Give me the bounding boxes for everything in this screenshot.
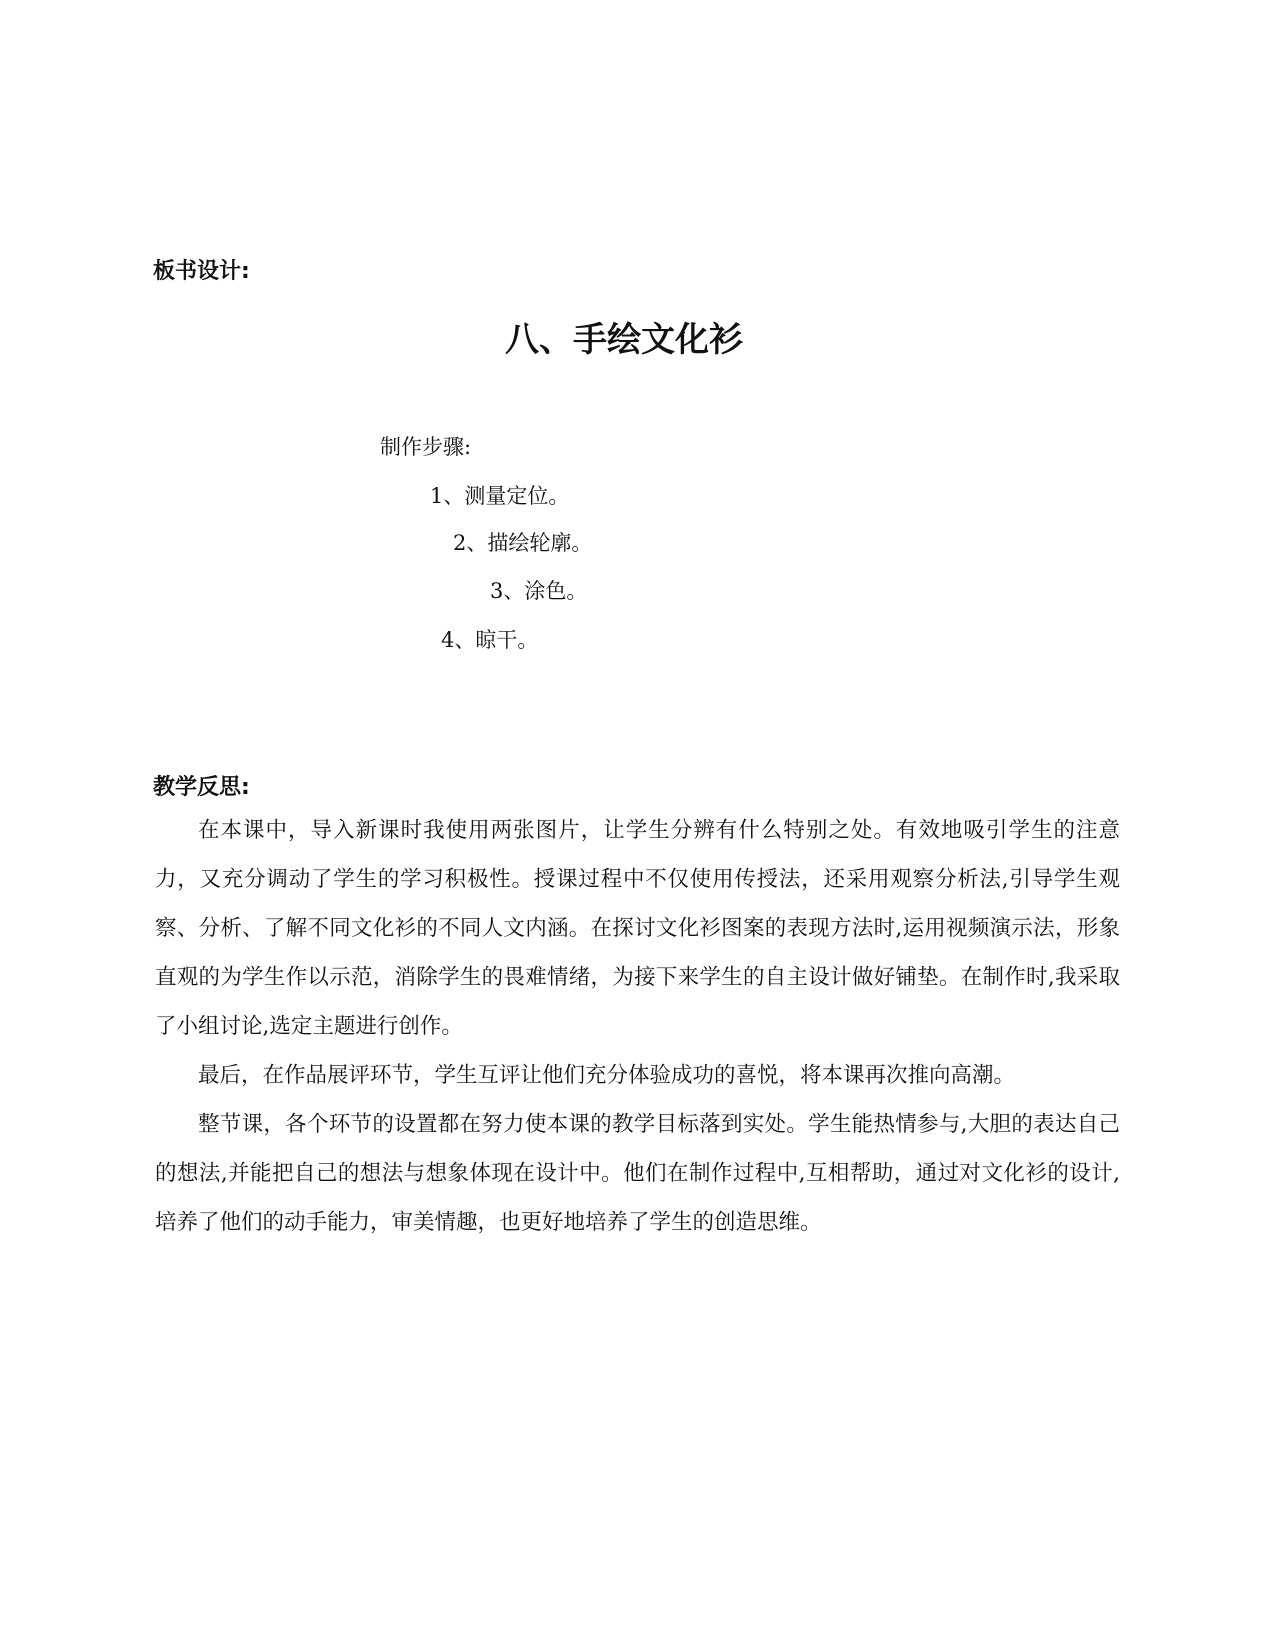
reflection-paragraph: 在本课中，导入新课时我使用两张图片，让学生分辨有什么特别之处。有效地吸引学生的注意力，又充分调动了学生的学习积极性。授课过程中不仅使用传授法，还采用观察分析法,引导学生观察、分析、了解不同文化衫的不同人文内涵。在探讨文化衫图案的表现方法时,运用视频演示法，形象直观的为学生作以示范，消除学生的畏难情绪，为接下来学生的自主设计做好铺垫。在制作时,我采取了小组讨论,选定主题进行创作。 (155, 818, 1120, 1039)
step-item: 1、测量定位。 (430, 484, 570, 508)
step-item: 3、涂色。 (490, 579, 588, 603)
reflection-heading: 教学反思: (153, 775, 250, 800)
steps-label: 制作步骤: (380, 435, 472, 459)
step-item: 4、晾干。 (441, 628, 539, 652)
board-design-heading: 板书设计: (153, 259, 250, 284)
reflection-paragraph: 最后，在作品展评环节，学生互评让他们充分体验成功的喜悦，将本课再次推向高潮。 (198, 1063, 1016, 1088)
reflection-paragraph: 整节课，各个环节的设置都在努力使本课的教学目标落到实处。学生能热情参与,大胆的表达自己的想法,并能把自己的想法与想象体现在设计中。他们在制作过程中,互相帮助，通过对文化衫的设计,培养了他们的动手能力，审美情趣，也更好地培养了学生的创造思维。 (155, 1112, 1120, 1235)
step-item: 2、描绘轮廓。 (453, 531, 593, 555)
lesson-title: 八、手绘文化衫 (505, 320, 743, 360)
